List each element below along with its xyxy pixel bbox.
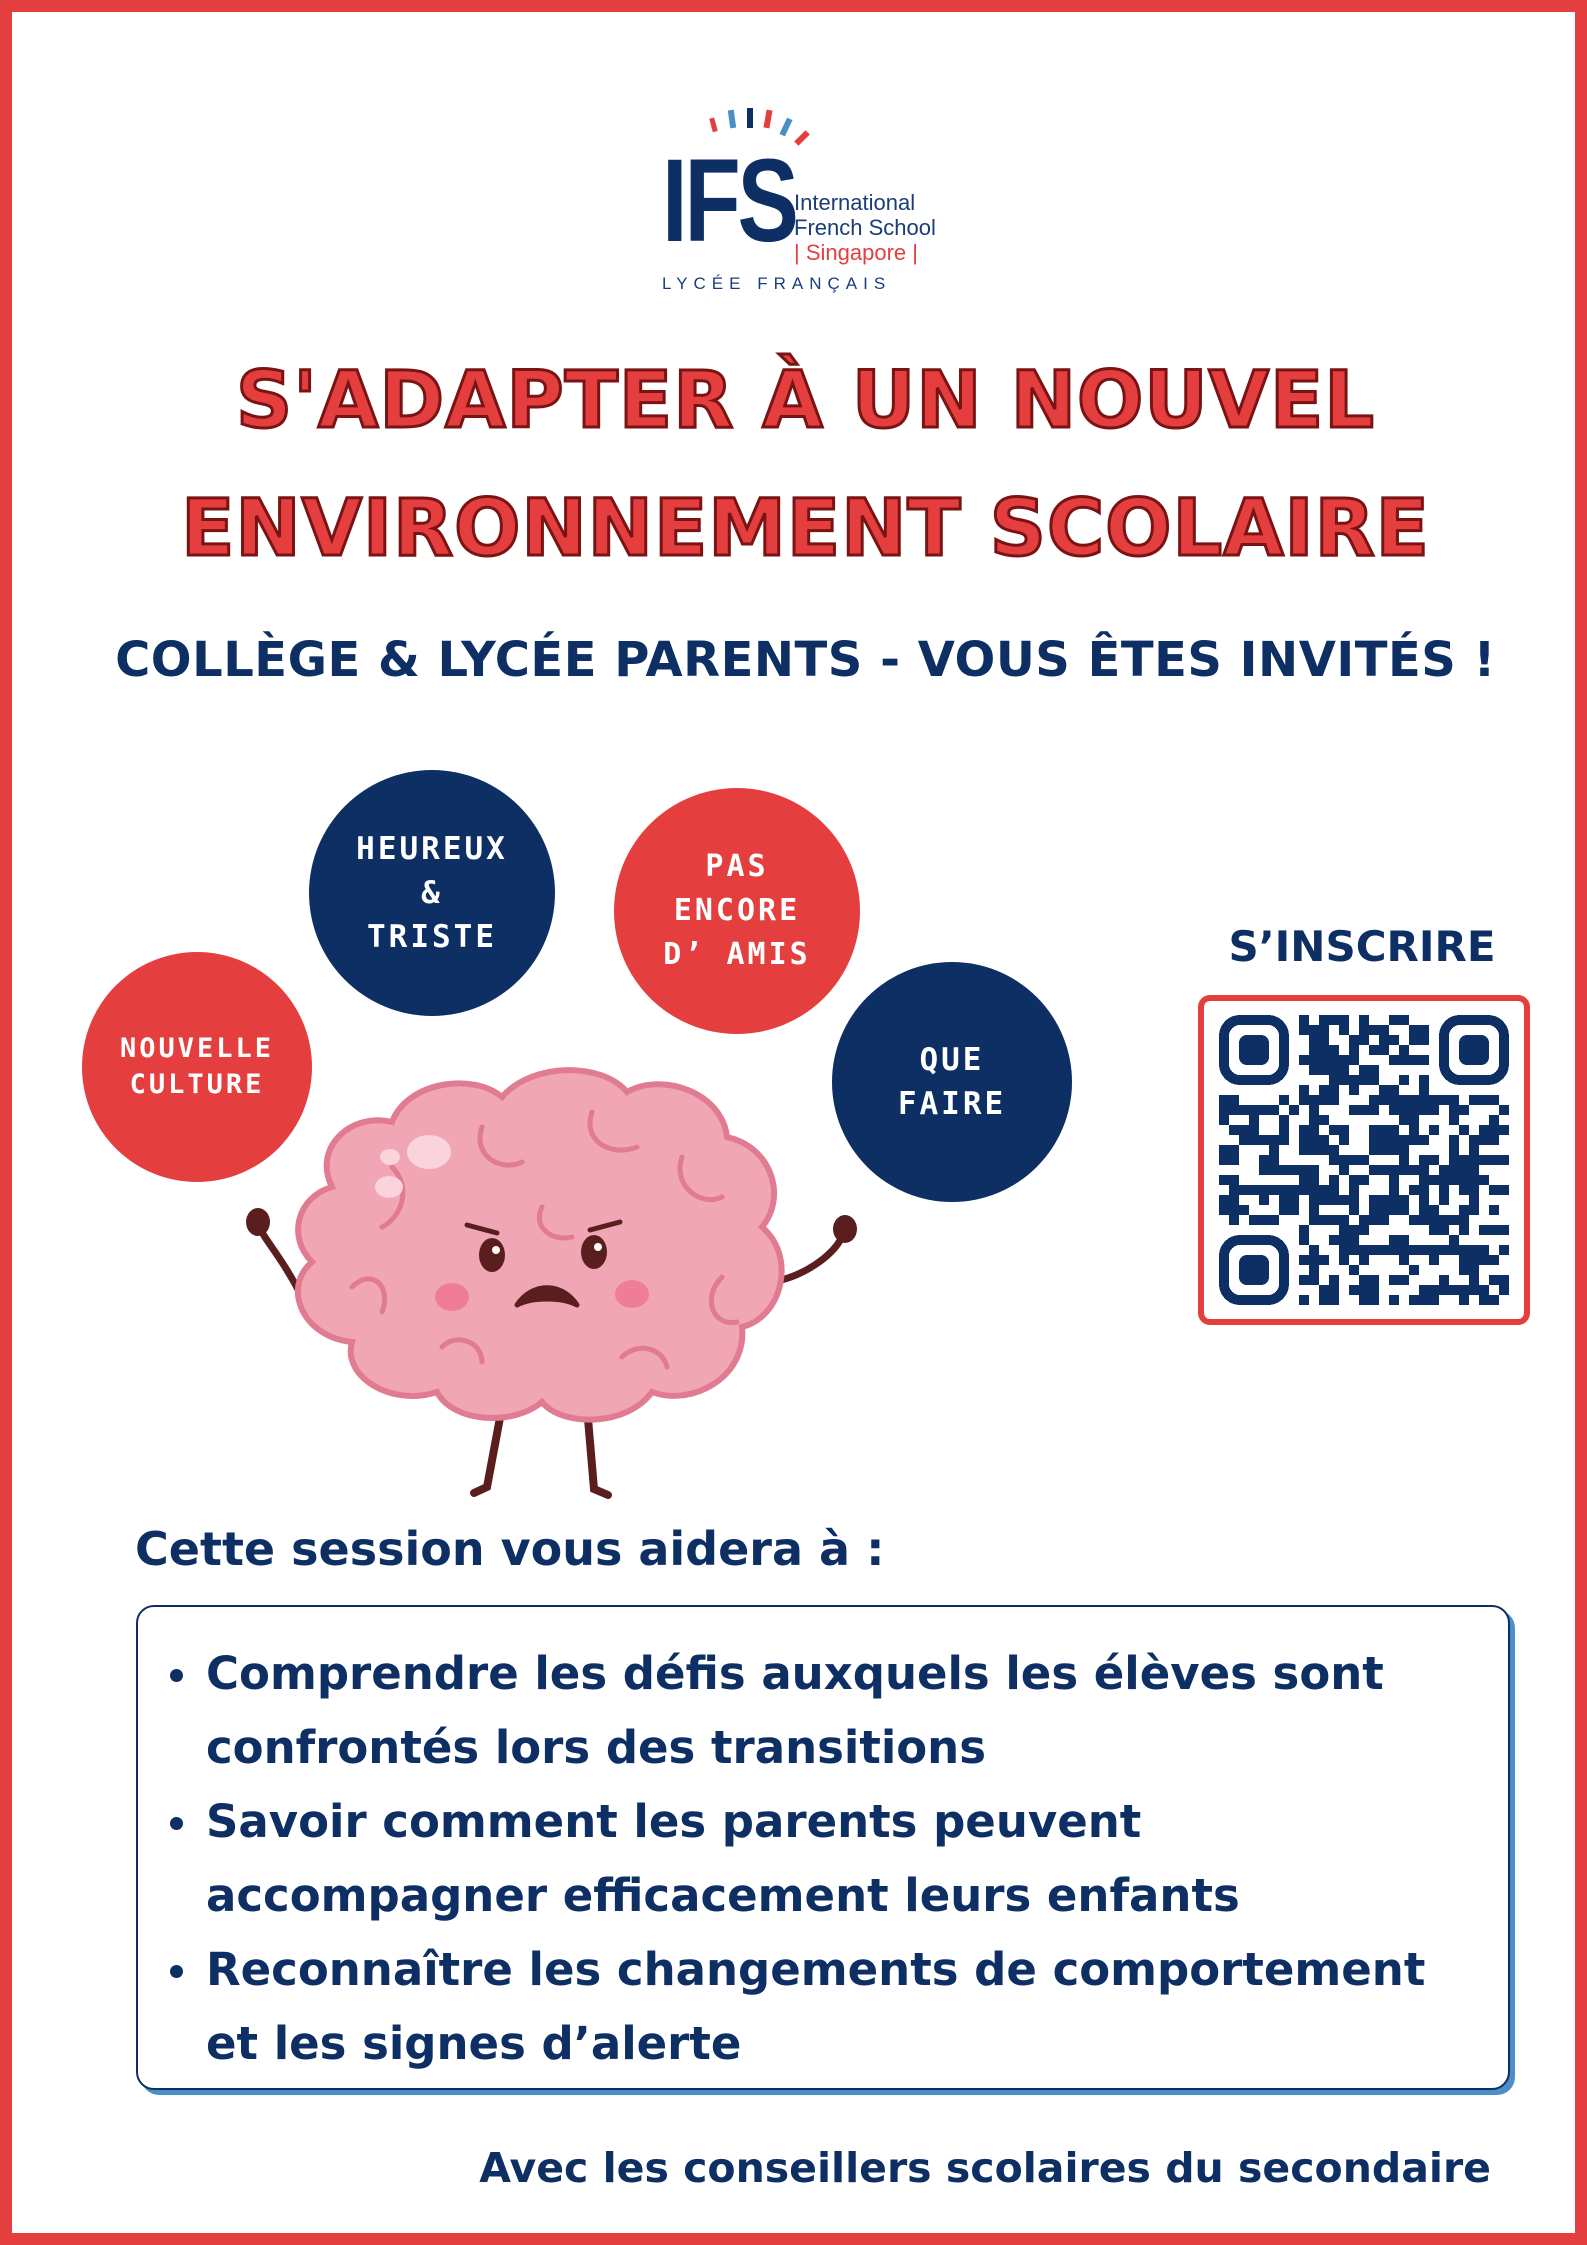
title-line1: S'ADAPTER À UN NOUVEL bbox=[236, 356, 1375, 446]
bubble-text: NOUVELLE bbox=[119, 1033, 275, 1064]
list-item bbox=[158, 1637, 1468, 1785]
bubble-text: D’ AMIS bbox=[663, 937, 811, 972]
bubble-text: & bbox=[421, 875, 443, 911]
bubble-text: TRISTE bbox=[367, 919, 497, 955]
footer-note: Avec les conseillers scolaires du secondaire bbox=[479, 2144, 1491, 2192]
benefits-list bbox=[158, 1637, 1468, 2081]
list-item bbox=[158, 1933, 1468, 2081]
bubble-pas-encore-amis bbox=[614, 788, 860, 1034]
list-item-line: Savoir comment les parents peuvent bbox=[206, 1795, 1142, 1848]
list-item-line: Comprendre les défis auxquels les élèves sont bbox=[206, 1647, 1384, 1700]
logo-school-name bbox=[794, 190, 936, 265]
qr-finder-center bbox=[1239, 1255, 1269, 1285]
qr-finder-center bbox=[1239, 1035, 1269, 1065]
qr-finder-center bbox=[1459, 1035, 1489, 1065]
list-item-line: et les signes d’alerte bbox=[206, 2017, 742, 2070]
bubble-text: QUE bbox=[919, 1042, 985, 1078]
qr-code-icon[interactable] bbox=[1218, 1015, 1510, 1305]
invitation-subtitle: COLLÈGE & LYCÉE PARENTS - VOUS ÊTES INVITÉS ! bbox=[115, 632, 1496, 688]
bubble-text: ENCORE bbox=[673, 893, 801, 928]
logo-name-line2: French School bbox=[794, 215, 936, 240]
bubble-text: CULTURE bbox=[129, 1069, 265, 1100]
list-item bbox=[158, 1785, 1468, 1933]
title-line2: ENVIRONNEMENT SCOLAIRE bbox=[181, 484, 1430, 574]
page-title bbox=[12, 337, 1587, 593]
worried-brain-icon bbox=[242, 1057, 872, 1517]
bubble-text: PAS bbox=[705, 849, 769, 884]
qr-code[interactable] bbox=[1198, 995, 1530, 1325]
logo-name-line3: | Singapore | bbox=[794, 240, 918, 265]
logo-mark: IFS bbox=[662, 135, 796, 267]
logo-name-line1: International bbox=[794, 190, 916, 215]
bubble-text: FAIRE bbox=[897, 1086, 1007, 1122]
list-item-line: accompagner efficacement leurs enfants bbox=[206, 1869, 1240, 1922]
logo-tagline: LYCÉE FRANÇAIS bbox=[662, 274, 892, 293]
bubble-text: HEUREUX bbox=[356, 831, 508, 867]
session-benefits-box bbox=[136, 1605, 1510, 2090]
session-heading: Cette session vous aidera à : bbox=[135, 1522, 885, 1576]
bubble-heureux-triste bbox=[309, 770, 555, 1016]
list-item-line: Reconnaître les changements de comportement bbox=[206, 1943, 1426, 1996]
list-item-line: confrontés lors des transitions bbox=[206, 1721, 986, 1774]
register-label: S’INSCRIRE bbox=[1228, 922, 1496, 971]
ifs-logo bbox=[652, 102, 972, 302]
